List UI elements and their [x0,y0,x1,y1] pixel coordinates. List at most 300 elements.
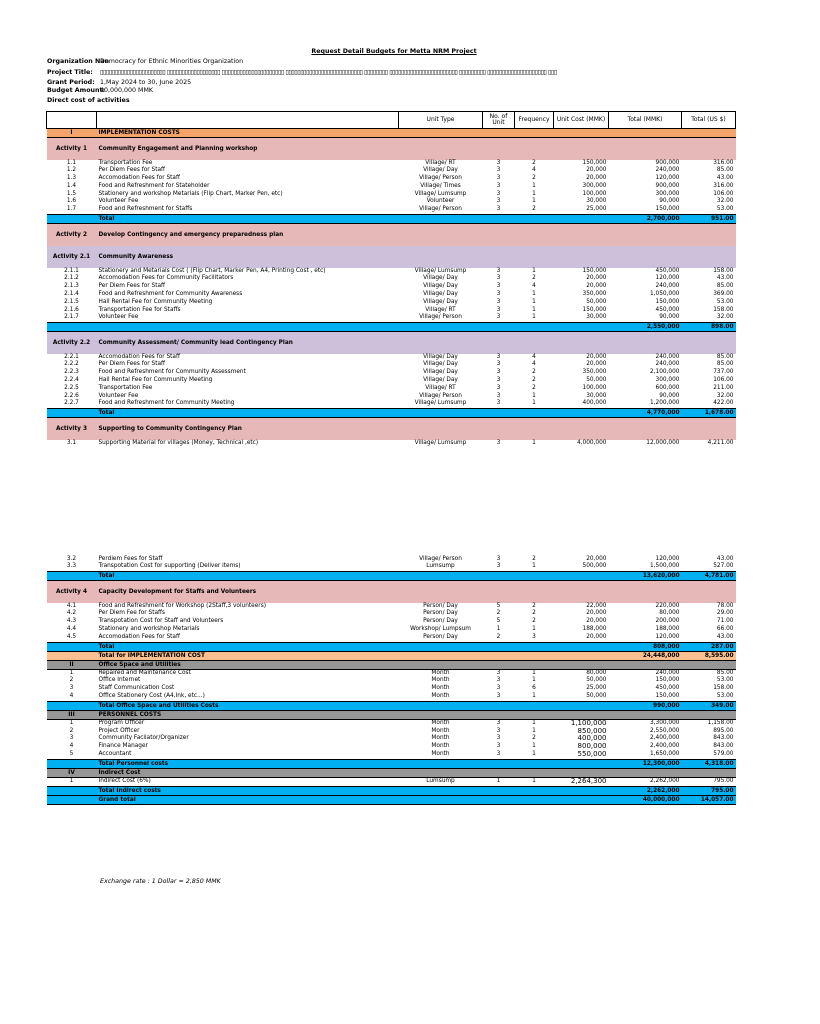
table-row [47,610,736,618]
row-unit-type: Village/ Day [423,353,458,360]
row-number: 2.1.5 [64,298,79,305]
row-frequency: 1 [532,439,536,446]
row-unit-cost [554,409,609,418]
row-description: Transportation Fee for Staffs [98,306,181,313]
row-number: 1.4 [66,182,77,189]
row-unit-cost: 20,000 [586,167,607,174]
table-row [47,361,736,369]
row-description: Supporting Material for villages (Money, Technical ,etc) [98,439,259,446]
row-unit-type: Month [431,669,450,676]
row-frequency [515,129,554,138]
row-unit-type [399,768,483,777]
row-no-of-unit: 3 [496,190,501,197]
row-number: Activity 2 [47,224,97,246]
row-total-usd: 1,678.00 [682,409,736,418]
row-unit-cost: 20,000 [586,610,607,617]
row-description: Accomodation Fees for Staff [98,633,180,640]
row-total-mmk: 1,050,000 [649,290,680,297]
row-no-of-unit: 3 [496,719,501,726]
row-total-usd: 14,057.00 [682,795,736,804]
row-unit-type: Volunteer [426,198,455,205]
row-number: Activity 3 [47,418,97,440]
row-frequency: 4 [532,167,536,174]
row-unit-cost: 188,000 [582,626,607,633]
row-description: Hall Rental Fee for Community Meeting [98,377,213,384]
project-value: ▯▯▯▯▯▯▯▯▯▯▯▯▯▯▯▯▯▯▯▯▯▯ ▯▯▯▯▯▯▯▯▯▯▯▯▯▯▯▯▯▯ ▯▯▯▯▯▯▯▯▯▯▯▯▯▯▯▯▯▯▯▯▯ ▯▯▯▯▯▯▯▯▯▯▯▯▯▯▯▯▯▯▯▯▯▯▯▯▯▯ ▯▯▯▯▯▯▯▯ ▯▯▯▯▯▯▯▯▯▯▯▯▯▯▯▯▯▯▯▯▯▯▯ ▯▯▯▯▯▯▯▯▯ ▯▯▯▯▯▯▯▯▯▯▯▯▯▯▯▯▯▯▯▯ ▯▯▯ [100,69,557,76]
row-number [47,786,97,795]
row-total-usd: 8,595.00 [682,651,736,660]
table-row [47,677,736,685]
row-unit-cost: 100,000 [582,190,607,197]
row-unit-cost [554,786,609,795]
table-row [47,563,736,571]
table-row [47,167,736,175]
row-frequency: 1 [532,727,536,734]
row-description: Indirect Cost (6%) [98,777,151,784]
row-frequency [515,215,554,224]
row-total-usd: 85.00 [716,361,734,368]
row-description: Program Officer [98,719,145,726]
org-value: Democracy for Ethnic Minorities Organization [100,58,244,65]
activity-header-row [47,138,736,160]
row-no-of-unit: 3 [496,353,501,360]
direct-cost-label: Direct cost of activities [47,97,130,104]
header-no-of-unit: No. of Unit [483,112,515,129]
row-frequency: 1 [532,777,536,784]
row-no-of-unit: 5 [496,602,501,609]
row-unit-type: Village/ Lumsump [414,439,467,446]
amount-value: 40,000,000 MMK [100,87,154,94]
row-number: 3.1 [66,439,77,446]
row-frequency: 1 [532,290,536,297]
row-frequency: 2 [532,384,536,391]
row-total-usd: 579.00 [713,750,734,757]
row-no-of-unit: 3 [496,206,501,213]
row-total-usd: 43.00 [716,275,734,282]
row-no-of-unit: 5 [496,618,501,625]
row-unit-cost: 1,100,000 [570,718,607,727]
row-description: Transpotation Cost for supporting (Deliver items) [98,563,241,570]
row-unit-cost: 850,000 [577,726,607,735]
grand-section-total-row [47,651,736,660]
row-unit-cost [554,795,609,804]
row-number: 2.1.2 [64,275,79,282]
row-unit-type: Village/ Day [423,290,458,297]
row-number: 2.2.1 [64,353,79,360]
total-row [47,795,736,804]
row-total-usd [682,768,736,777]
row-unit-cost: 20,000 [586,618,607,625]
row-frequency: 2 [532,602,536,609]
row-description: Office Space and Utilities [97,660,399,669]
row-no-of-unit: 3 [496,159,501,166]
row-number: 2.1.6 [64,306,79,313]
row-no-of-unit [483,660,515,669]
row-description: Community Awareness [97,246,399,268]
row-total-usd: 4,318.00 [682,759,736,768]
row-number [47,795,97,804]
row-unit-cost: 50,000 [586,677,607,684]
row-unit-type: Village/ Lumsump [414,267,467,274]
row-no-of-unit: 3 [496,727,501,734]
row-description: Food and Refreshment for Community Assessment [98,369,246,376]
row-unit-type [399,572,483,581]
row-total-mmk [609,129,682,138]
row-unit-type [399,710,483,719]
row-description: Finance Manager [98,743,148,750]
row-unit-cost [554,418,609,440]
row-frequency: 1 [532,743,536,750]
row-description: Accomodation Fees for Staff [98,353,180,360]
table-row [47,314,736,322]
row-unit-cost: 350,000 [582,369,607,376]
row-unit-type [399,418,483,440]
row-frequency: 1 [532,198,536,205]
row-unit-type: Person/ Day [423,602,458,609]
row-frequency: 1 [532,750,536,757]
row-unit-type: Village/ Person [419,175,462,182]
row-unit-cost [554,701,609,710]
header-unit-cost: Unit Cost (MMK) [554,112,609,129]
row-description: Total Office Space and Utilities Costs [97,701,399,710]
row-total-usd: 53.00 [716,677,734,684]
row-total-usd: 316.00 [713,182,734,189]
exchange-rate-note: Exchange rate : 1 Dollar = 2,850 MMK [100,878,221,885]
row-no-of-unit [483,224,515,246]
row-no-of-unit: 3 [496,677,501,684]
row-no-of-unit: 3 [496,377,501,384]
row-no-of-unit [483,572,515,581]
row-unit-type [399,215,483,224]
row-unit-type: Person/ Day [423,618,458,625]
row-description: Accountant [98,750,132,757]
row-frequency: 4 [532,361,536,368]
row-total-mmk: 2,100,000 [649,369,680,376]
row-total-mmk: 240,000 [655,669,680,676]
row-total-mmk: 808,000 [609,642,682,651]
row-frequency: 2 [532,275,536,282]
row-no-of-unit [483,786,515,795]
row-unit-type: Village/ Day [423,275,458,282]
row-number: I [47,129,97,138]
row-number: II [47,660,97,669]
row-unit-cost [554,581,609,603]
row-frequency: 2 [532,206,536,213]
row-total-mmk: 1,650,000 [649,750,680,757]
row-frequency: 1 [532,306,536,313]
row-frequency [515,768,554,777]
row-frequency [515,138,554,160]
row-description: Volunteer Fee [98,392,139,399]
row-unit-type: Village/ Lumsump [414,400,467,407]
header-frequency: Frequency [515,112,554,129]
row-total-mmk: 300,000 [655,377,680,384]
row-unit-type: Month [431,735,450,742]
row-number: 2.2.5 [64,384,79,391]
table-row [47,183,736,191]
row-total-usd: 4,211.00 [707,439,734,446]
row-description: Accomodation Fees for Community Facilitators [98,275,234,282]
row-unit-cost [554,710,609,719]
row-unit-type: Village/ Person [419,555,462,562]
row-unit-cost [554,651,609,660]
row-frequency: 1 [532,190,536,197]
row-number: 3 [69,685,74,692]
row-unit-cost: 20,000 [586,175,607,182]
row-total-mmk: 24,448,000 [609,651,682,660]
amount-label: Budget Amount: [47,87,106,94]
row-no-of-unit: 3 [496,182,501,189]
row-unit-type: Month [431,677,450,684]
total-row [47,215,736,224]
row-number: 2.1.7 [64,314,79,321]
row-unit-type [399,759,483,768]
row-no-of-unit [483,409,515,418]
row-unit-type [399,332,483,354]
row-frequency: 1 [532,182,536,189]
row-total-usd: 85.00 [716,353,734,360]
org-label: Organization Nan [47,58,109,65]
row-frequency [515,581,554,603]
row-total-mmk: 2,700,000 [609,215,682,224]
row-description: Stationery and Metarials Cost ( (Flip Chart, Marker Pen, A4, Printing Cost , etc) [98,267,326,274]
row-total-usd: 43.00 [716,175,734,182]
row-number: 5 [69,750,74,757]
row-number: 2.1.3 [64,283,79,290]
spacer-cell [47,448,736,556]
row-total-usd: 895.00 [713,727,734,734]
row-total-mmk: 240,000 [655,283,680,290]
row-unit-cost: 25,000 [586,685,607,692]
period-line [47,79,191,87]
row-unit-type [399,323,483,332]
row-total-mmk [609,332,682,354]
row-no-of-unit: 3 [496,283,501,290]
category-header-row [47,660,736,669]
row-no-of-unit [483,246,515,268]
row-unit-type: Person/ Day [423,610,458,617]
row-frequency: 2 [532,369,536,376]
row-unit-cost: 300,000 [582,182,607,189]
row-total-usd: 78.00 [716,602,734,609]
row-number: 1.7 [66,206,77,213]
row-number: 4 [69,743,74,750]
row-description: Staff Communication Cost [98,685,175,692]
row-total-usd: 106.00 [713,377,734,384]
row-total-usd: 85.00 [716,669,734,676]
row-no-of-unit: 3 [496,384,501,391]
row-total-usd: 53.00 [716,693,734,699]
row-number: III [47,710,97,719]
row-total-mmk: 450,000 [655,685,680,692]
row-total-usd: 951.00 [682,215,736,224]
row-total-mmk: 150,000 [655,206,680,213]
row-number: 1.1 [66,159,77,166]
row-total-mmk: 450,000 [655,267,680,274]
row-unit-cost: 22,000 [586,602,607,609]
section-header-row [47,129,736,138]
row-unit-type: Month [431,727,450,734]
row-unit-type: Village/ Day [423,167,458,174]
row-unit-type: Workshop/ Lumpsum [410,626,471,633]
row-total-mmk [609,246,682,268]
row-number: 4.3 [66,618,77,625]
row-unit-cost: 400,000 [582,400,607,407]
row-total-usd [682,138,736,160]
row-no-of-unit: 3 [496,267,501,274]
table-row [47,206,736,214]
row-total-usd: 71.00 [716,618,734,625]
row-total-mmk: 900,000 [655,159,680,166]
row-total-mmk: 150,000 [655,298,680,305]
row-frequency: 1 [532,314,536,321]
row-total-mmk: 2,400,000 [649,743,680,750]
row-unit-cost: 500,000 [582,563,607,570]
row-no-of-unit: 3 [496,290,501,297]
row-unit-cost: 2,264,300 [570,776,607,785]
row-no-of-unit [483,138,515,160]
row-unit-type [399,651,483,660]
row-unit-type: Village/ Person [419,206,462,213]
total-row [47,572,736,581]
row-description: Total Indirect costs [97,786,399,795]
row-unit-type: Village/ Day [423,377,458,384]
row-description: Office Stationery Cost (A4,Ink, etc...) [98,693,205,699]
row-unit-cost: 20,000 [586,275,607,282]
row-number: 2.2.7 [64,400,79,407]
row-unit-type [399,581,483,603]
header-total-usd: Total (US $) [682,112,736,129]
row-unit-type [399,660,483,669]
table-row [47,743,736,751]
row-frequency: 4 [532,283,536,290]
row-frequency [515,418,554,440]
row-frequency: 2 [532,175,536,182]
row-total-mmk: 2,550,000 [609,323,682,332]
budget-table [46,111,736,805]
row-description: Stationery and workshop Metarials (Flip Chart, Marker Pen, etc) [98,190,283,197]
table-row [47,160,736,168]
row-description: Community Engagement and Planning workshop [97,138,399,160]
total-row [47,786,736,795]
row-total-mmk: 120,000 [655,275,680,282]
table-row [47,198,736,206]
row-total-mmk: 3,300,000 [649,719,680,726]
table-row [47,626,736,634]
row-number: 1 [69,777,74,784]
row-frequency: 2 [532,159,536,166]
row-total-mmk: 4,770,000 [609,409,682,418]
row-no-of-unit: 3 [496,306,501,313]
row-unit-cost: 50,000 [586,298,607,305]
row-total-mmk: 240,000 [655,167,680,174]
row-frequency: 1 [532,400,536,407]
row-total-usd [682,581,736,603]
row-no-of-unit: 1 [496,626,501,633]
row-frequency: 4 [532,353,536,360]
row-total-usd: 422.00 [713,400,734,407]
row-unit-type: Village/ Day [423,283,458,290]
row-unit-cost [554,759,609,768]
row-unit-cost: 4,000,000 [576,439,607,446]
row-no-of-unit: 3 [496,198,501,205]
row-number: 1.2 [66,167,77,174]
row-unit-cost: 350,000 [582,290,607,297]
category-header-row [47,768,736,777]
row-total-usd: 106.00 [713,190,734,197]
row-total-usd: 158.00 [713,267,734,274]
row-no-of-unit: 3 [496,167,501,174]
row-frequency: 1 [532,563,536,570]
amount-line [47,87,153,95]
row-description: Project Officer [98,727,140,734]
category-header-row [47,710,736,719]
row-number [47,651,97,660]
total-row [47,323,736,332]
row-unit-type [399,246,483,268]
row-total-usd [682,660,736,669]
row-unit-cost: 80,000 [586,669,607,676]
row-number: 2.1.1 [64,267,79,274]
row-unit-type [399,701,483,710]
table-row [47,618,736,626]
row-frequency [515,795,554,804]
row-description: Transportation Fee [98,159,153,166]
row-no-of-unit: 1 [496,777,501,784]
row-total-mmk: 220,000 [655,602,680,609]
row-description: Develop Contingency and emergency preparedness plan [97,224,399,246]
row-number: IV [47,768,97,777]
row-no-of-unit: 3 [496,314,501,321]
row-total-mmk [609,224,682,246]
table-row [47,777,736,786]
table-row [47,685,736,693]
row-total-usd [682,418,736,440]
row-unit-type: Person/ Day [423,633,458,640]
row-total-mmk: 240,000 [655,353,680,360]
table-row [47,693,736,701]
org-line [47,58,243,66]
row-total-usd: 85.00 [716,167,734,174]
row-total-usd: 66.00 [716,626,734,633]
row-description: Perdiem Fees for Staff [98,555,163,562]
row-number: 2 [69,677,74,684]
row-no-of-unit [483,710,515,719]
table-row [47,291,736,299]
table-row [47,751,736,759]
row-no-of-unit: 3 [496,750,501,757]
row-description: Transpotation Cost for Staff and Volunteers [98,618,224,625]
row-total-mmk: 13,620,000 [609,572,682,581]
row-number: 1 [69,719,74,726]
row-description [97,323,399,332]
row-total-mmk [609,660,682,669]
row-unit-cost [554,215,609,224]
row-total-usd: 349.00 [682,701,736,710]
row-number: 1.5 [66,190,77,197]
row-frequency: 2 [532,618,536,625]
row-unit-cost: 100,000 [582,384,607,391]
row-number: 2.2.3 [64,369,79,376]
row-unit-cost: 30,000 [586,392,607,399]
row-frequency: 2 [532,735,536,742]
row-unit-cost: 20,000 [586,555,607,562]
row-total-mmk: 90,000 [659,198,680,205]
row-total-usd: 32.00 [716,198,734,205]
row-description: Total [97,642,399,651]
row-description: Community Assessment/ Community lead Contingency Plan [97,332,399,354]
row-total-mmk: 300,000 [655,190,680,197]
